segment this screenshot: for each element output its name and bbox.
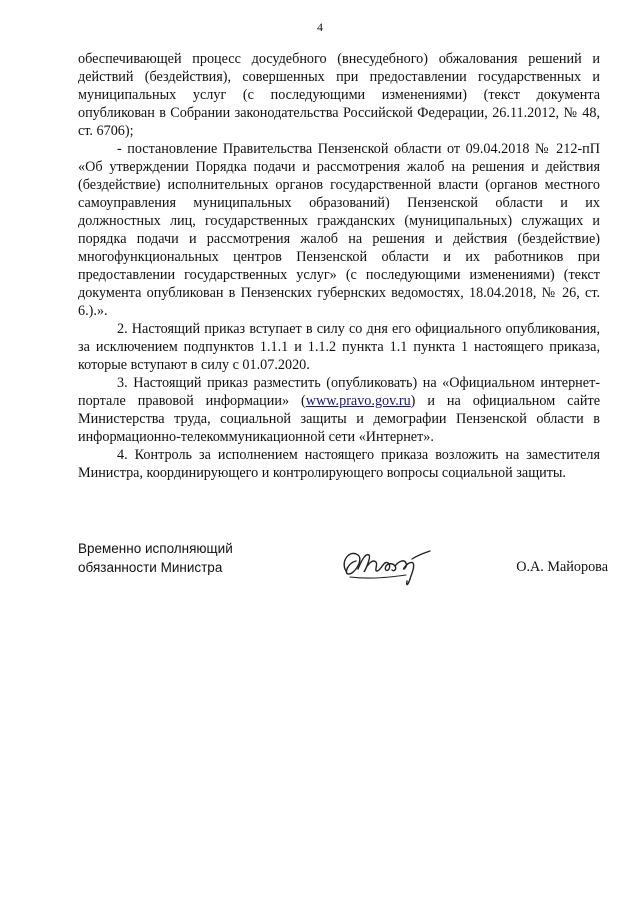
signatory-position-line-2: обязанности Министра bbox=[78, 560, 223, 575]
paragraph-item-3 bbox=[78, 374, 600, 446]
paragraph-item-2: 2. Настоящий приказ вступает в силу со дня его официального опубликования, за исключением подпунктов 1.1.1 и 1.1.2 пункта 1.1 пункта 1 настоящего приказа, которые вступают в силу с 01.07.2020. bbox=[78, 321, 600, 373]
paragraph-item-3-text-end: ) и на официальном сайте Министерства труда, социальной защиты и демографии Пензенской области в информационно-телекоммуникационной сети «Интернет». bbox=[78, 393, 600, 445]
signature-block bbox=[78, 539, 608, 599]
paragraph-item-3-text-start: 3. Настоящий приказ разместить (опубликовать) на «Официальном интернет-портале правовой информации» ( bbox=[78, 375, 600, 409]
handwritten-signature bbox=[336, 541, 436, 589]
paragraph-item-4: 4. Контроль за исполнением настоящего приказа возложить на заместителя Министра, координирующего и контролирующего вопросы социальной защиты. bbox=[78, 447, 600, 481]
signatory-position-line-1: Временно исполняющий bbox=[78, 541, 233, 556]
paragraph-continuation: обеспечивающей процесс досудебного (внесудебного) обжалования решений и действий (бездействия), совершенных при предоставлении государственных и муниципальных услуг (с последующими изменениями) (текст документа опубликован в Собрании законодательства Российской Федерации, 26.11.2012, № 48, ст. 6706); bbox=[78, 51, 600, 139]
page-number: 4 bbox=[317, 20, 323, 34]
signatory-name: О.А. Майорова bbox=[516, 559, 608, 575]
signatory-position bbox=[78, 539, 233, 577]
pravo-gov-link[interactable]: www.pravo.gov.ru bbox=[305, 393, 411, 409]
paragraph-resolution-reference: - постановление Правительства Пензенской области от 09.04.2018 № 212-пП «Об утверждении Порядка подачи и рассмотрения жалоб на решения и действия (бездействие) исполнительных органов государственной власти (органов местного самоуправления муниципальных образований) Пензенской области и их должностных лиц, государственных гражданских (муниципальных) служащих и порядка подачи и рассмотрения жалоб на решения и действия (бездействие) многофункциональных центров Пензенской области и их работников при предоставлении государственных услуг» (с последующими изменениями) (текст документа опубликован в Пензенских губернских ведомостях, 18.04.2018, № 26, ст. 6.).». bbox=[78, 141, 600, 319]
document-body bbox=[78, 50, 600, 482]
